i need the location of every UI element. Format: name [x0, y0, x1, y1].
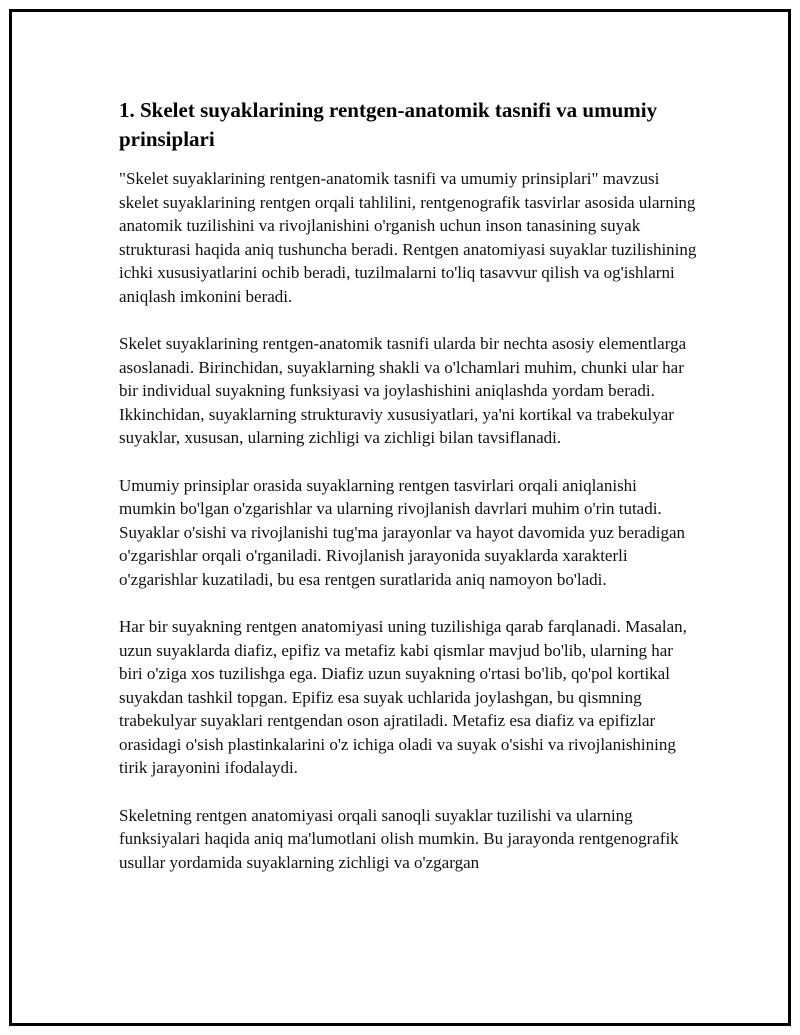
- paragraph-bone-anatomy: Har bir suyakning rentgen anatomiyasi uning tuzilishiga qarab farqlanadi. Masalan, uzun suyaklarda diafiz, epifiz va metafiz kabi qismlar mavjud bo'lib, ularning har biri o'ziga xos tuzilishga ega. Diafiz uzun suyakning o'rtasi bo'lib, qo'pol kortikal suyakdan tashkil topgan. Epifiz esa suyak uchlarida joylashgan, bu qismning trabekulyar suyaklari rentgendan oson ajratiladi. Metafiz esa diafiz va epifizlar orasidagi o'sish plastinkalarini o'z ichiga oladi va suyak o'sishi va rivojlanishining tirik jarayonini ifodalaydi.: [119, 617, 687, 777]
- paragraph-classification: Skelet suyaklarining rentgen-anatomik tasnifi ularda bir nechta asosiy elementlarga asoslanadi. Birinchidan, suyaklarning shakli va o'lchamlari muhim, chunki ular har bir individual suyakning funksiyasi va joylashishini aniqlashda yordam beradi. Ikkinchidan, suyaklarning strukturaviy xususiyatlari, ya'ni kortikal va trabekulyar suyaklar, xususan, ularning zichligi va zichligi bilan tavsiflanadi.: [119, 334, 687, 447]
- section-heading: 1. Skelet suyaklarining rentgen-anatomik tasnifi va umumiy prinsiplari: [119, 98, 658, 151]
- paragraph-skeleton-radiology: Skeletning rentgen anatomiyasi orqali sanoqli suyaklar tuzilishi va ularning funksiyalari haqida aniq ma'lumotlani olish mumkin. Bu jarayonda rentgenografik usullar yordamida suyaklarning zichligi va o'zgargan: [119, 805, 679, 872]
- document-body: [119, 96, 697, 898]
- document-page: [9, 9, 791, 1026]
- paragraph-intro: "Skelet suyaklarining rentgen-anatomik tasnifi va umumiy prinsiplari" mavzusi skelet suyaklarining rentgen orqali tahlilini, rentgenografik tasvirlar asosida ularning anatomik tuzilishini va rivojlanishini o'rganish uchun inson tanasining suyak strukturasi haqida aniq tushuncha beradi. Rentgen anatomiyasi suyaklar tuzilishining ichki xususiyatlarini ochib beradi, tuzilmalarni to'liq tasavvur qilish va og'ishlarni aniqlash imkonini beradi.: [119, 169, 697, 306]
- paragraph-general-principles: Umumiy prinsiplar orasida suyaklarning rentgen tasvirlari orqali aniqlanishi mumkin bo'lgan o'zgarishlar va ularning rivojlanish davrlari muhim o'rin tutadi. Suyaklar o'sishi va rivojlanishi tug'ma jarayonlar va hayot davomida yuz beradigan o'zgarishlar orqali o'rganiladi. Rivojlanish jarayonida suyaklarda xarakterli o'zgarishlar kuzatiladi, bu esa rentgen suratlarida aniq namoyon bo'ladi.: [119, 475, 686, 589]
